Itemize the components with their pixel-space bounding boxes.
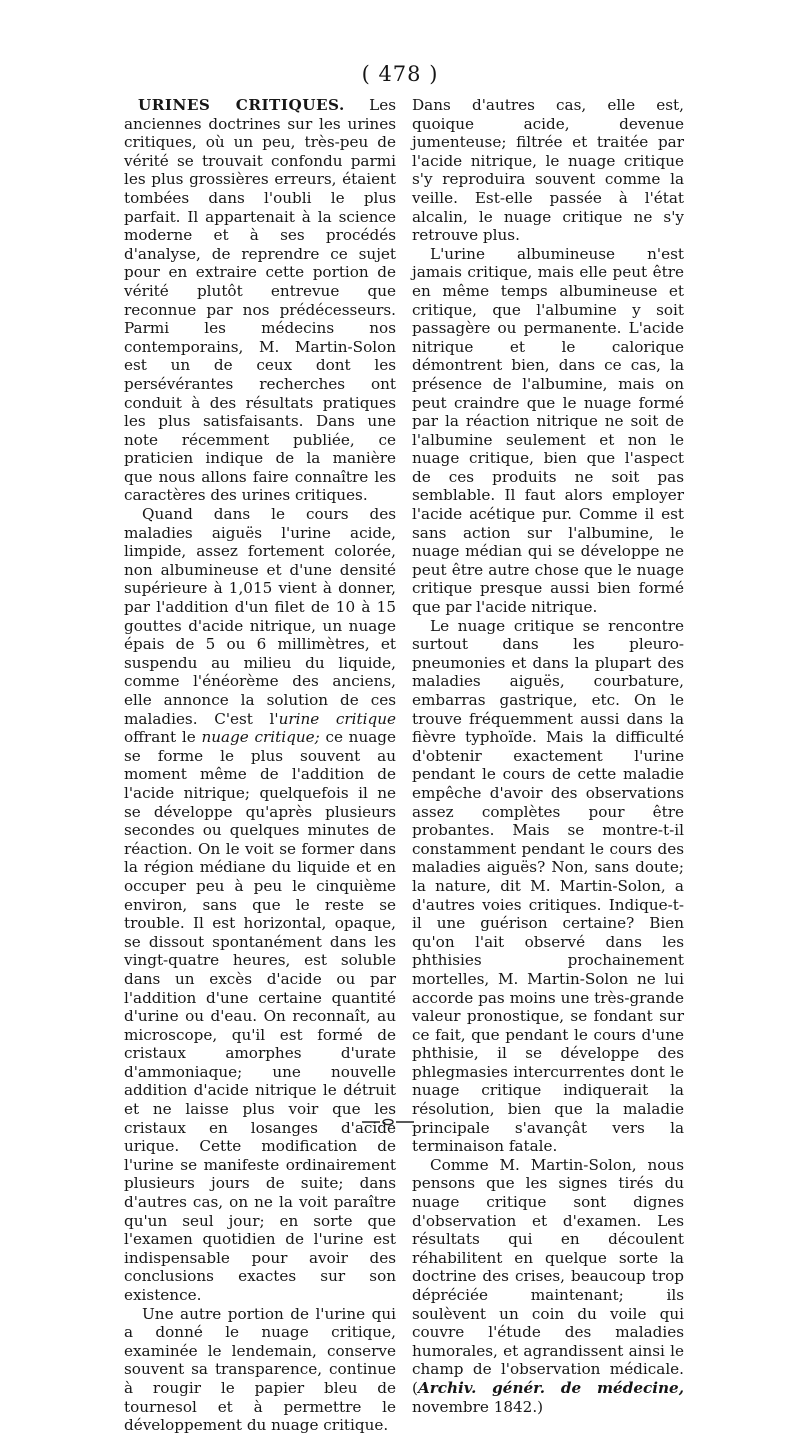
continued-paragraph: Dans d'autres cas, elle est, quoique acide, devenue jumenteuse; filtrée et traitée par l'acide nitrique, le nuage critique s'y reproduira souvent comme la veille. Est-elle passée à l'état alcalin, le nuage critique ne s'y retrouve plus. [412,96,684,245]
page-number: ( 478 ) [361,62,439,86]
left-column [124,96,396,1435]
intro-text: Les anciennes doctrines sur les urines critiques, où un peu, très-peu de vérité se trouvait confondu parmi les plus grossières erreurs, étaient tombées dans l'oubli le plus parfait. Il appartenait à la science moderne et à ses procédés d'analyse, de reprendre ce sujet pour en extraire cette portion de vérité plutôt entrevue que reconnue par nos prédécesseurs. Parmi les médecins nos contemporains, M. Martin-Solon est un de ceux dont les persévérantes recherches ont conduit à des résultats pratiques les plus satisfaisants. Dans une note récemment publiée, ce praticien indique de la manière que nous allons faire connaître les caractères des urines critiques. [124,96,396,505]
italic-term-urine-critique: urine critique [278,709,396,728]
paragraph-text: ce nuage se forme le plus souvent au moment même de l'addition de l'acide nitrique; quelquefois il ne se développe qu'après plusieurs secondes ou quelques minutes de réaction. On le voit se former dans la région médiane du liquide et en occuper peu à peu le cinquième environ, sans que le reste se trouble. Il est horizontal, opaque, se dissout spontanément dans les vingt-quatre heures, est soluble dans un excès d'acide ou par l'addition d'une certaine quantité d'urine ou d'eau. On reconnaît, au microscope, qu'il est formé de cristaux amorphes d'urate d'ammoniaque; une nouvelle addition d'acide nitrique le détruit et ne laisse plus voir que les cristaux en losanges d'acide urique. Cette modification de l'urine se manifeste ordinairement plusieurs jours de suite; dans d'autres cas, on ne la voit paraître qu'un seul jour; en sorte que l'examen quotidien de l'urine est indispensable pour avoir des conclusions exactes sur son existence. [124,728,397,1304]
conclusion-paragraph [412,1156,684,1416]
paragraph-text: Comme M. Martin-Solon, nous pensons que les signes tirés du nuage critique sont dignes d'observation et d'examen. Les résultats qui en découlent réhabilitent en quelque sorte la doctrine des crises, beaucoup trop dépréciée maintenant; ils soulèvent un coin du voile qui couvre l'étude des maladies humorales, et agrandissent ainsi le champ de l'observation médicale. ( [412,1155,684,1397]
citation-date: novembre 1842.) [412,1397,544,1416]
next-day-paragraph: Une autre portion de l'urine qui a donné le nuage critique, examinée le lendemain, conserve souvent sa transparence, continue à rougir le papier bleu de tournesol et à permettre le développement du nuage critique. [124,1304,396,1435]
critical-cloud-paragraph [124,505,396,1305]
section-divider-ornament [360,1118,416,1126]
occurrence-paragraph: Le nuage critique se rencontre surtout dans les pleuro-pneumonies et dans la plupart des maladies aiguës, courbature, embarras gastrique, etc. On le trouve fréquemment aussi dans la fièvre typhoïde. Mais la difficulté d'obtenir exactement l'urine pendant le cours de cette maladie empêche d'avoir des observations assez complètes pour être probantes. Mais se montre-t-il constamment pendant le cours des maladies aiguës? Non, sans doute; la nature, dit M. Martin-Solon, a d'autres voies critiques. Indique-t-il une guérison certaine? Bien qu'on l'ait observé dans les phthisies prochainement mortelles, M. Martin-Solon ne lui accorde pas moins une très-grande valeur pronostique, se fondant sur ce fait, que pendant le cours d'une phthisie, il se développe des phlegmasies intercurrentes dont le nuage critique indiquerait la résolution, bien que la maladie principale s'avançât vers la terminaison fatale. [412,616,684,1156]
right-column [412,96,684,1416]
albumin-paragraph: L'urine albumineuse n'est jamais critique, mais elle peut être en même temps albumineuse et critique, que l'albumine y soit passagère ou permanente. L'acide nitrique et le calorique démontrent bien, dans ce cas, la présence de l'albumine, mais on peut craindre que le nuage formé par la réaction nitrique ne soit de l'albumine seulement et non le nuage critique, bien que l'aspect de ces produits ne soit pas semblable. Il faut alors employer l'acide acétique pur. Comme il est sans action sur l'albumine, le nuage médian qui se développe ne peut être autre chose que le nuage critique presque aussi bien formé que par l'acide nitrique. [412,244,684,617]
paragraph-text: offrant le [124,728,202,747]
paragraph-text: Quand dans le cours des maladies aiguës l'urine acide, limpide, assez fortement colorée, non albumineuse et d'une densité supérieure à 1,015 vient à donner, par l'addition d'un filet de 10 à 15 gouttes d'acide nitrique, un nuage épais de 5 ou 6 millimètres, et suspendu au milieu du liquide, comme l'énéorème des anciens, elle annonce la solution de ces maladies. C'est l' [124,505,396,728]
intro-paragraph [124,96,396,505]
citation-source: Archiv. génér. de médecine, [417,1378,684,1397]
section-title: URINES CRITIQUES. [138,96,345,114]
italic-term-nuage-critique: nuage critique; [201,728,320,747]
